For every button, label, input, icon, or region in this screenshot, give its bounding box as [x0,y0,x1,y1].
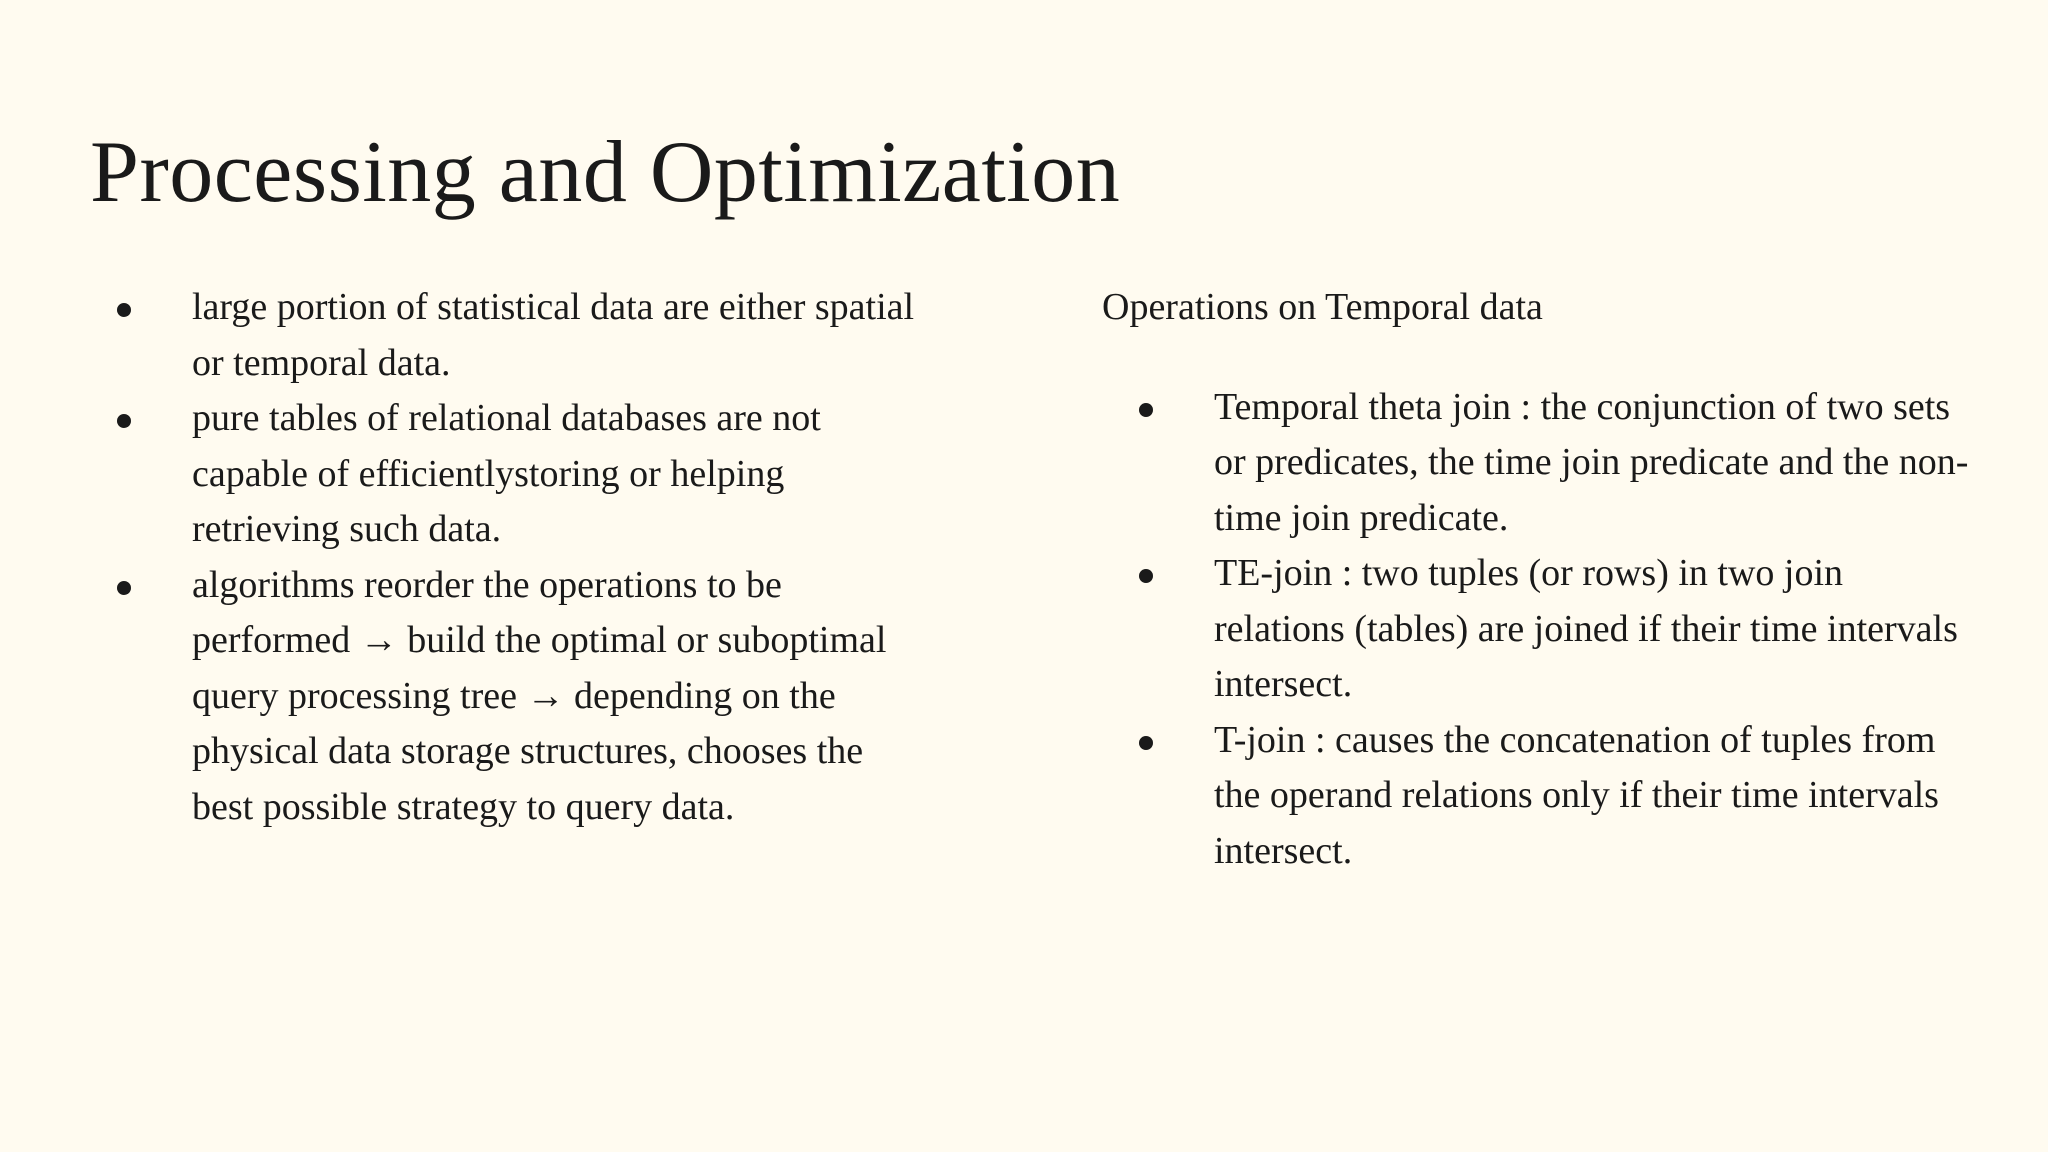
left-bullet-text: algorithms reorder the operations to be performed → build the optimal or suboptimal query processing tree → depending on the physical data storage structures, chooses the best possible strategy to query data. [192,563,887,828]
right-bullet-text: TE-join : two tuples (or rows) in two join relations (tables) are joined if their time intervals intersect. [1214,552,1958,705]
right-bullet-list [1132,380,1982,880]
right-bullet-item [1132,713,1982,880]
slide-title: Processing and Optimization [90,124,1121,221]
left-bullet-item [110,558,930,836]
right-column-heading: Operations on Temporal data [1102,286,1543,328]
bullet-icon [117,414,131,428]
bullet-icon [1139,736,1153,750]
right-bullet-text: Temporal theta join : the conjunction of two sets or predicates, the time join predicate and the non-time join predicate. [1214,385,1969,539]
right-bullet-text: T-join : causes the concatenation of tuples from the operand relations only if their time intervals intersect. [1214,718,1939,872]
bullet-icon [117,581,131,595]
left-bullet-item [110,391,930,558]
right-bullet-item [1132,546,1982,713]
left-bullet-list [110,280,930,835]
right-bullet-item [1132,380,1982,547]
bullet-icon [1139,403,1153,417]
left-bullet-text: pure tables of relational databases are not capable of efficientlystoring or helping retrieving such data. [192,397,821,550]
right-column [1102,280,1982,879]
left-bullet-text: large portion of statistical data are either spatial or temporal data. [192,286,915,384]
left-column [110,280,930,835]
bullet-icon [117,303,131,317]
bullet-icon [1139,569,1153,583]
left-bullet-item [110,280,930,391]
